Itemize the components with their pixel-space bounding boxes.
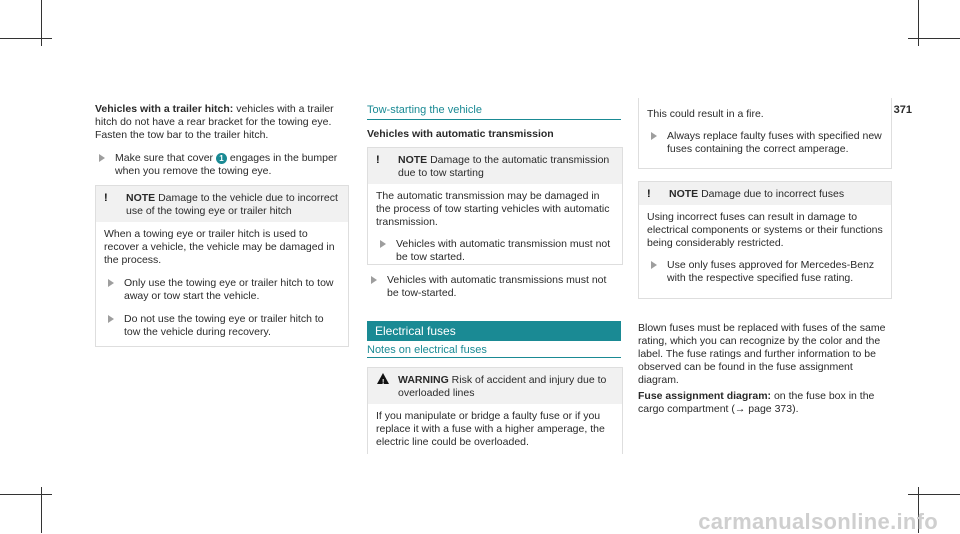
callout-badge: 1 [216, 153, 227, 164]
arrow-icon [108, 315, 114, 323]
blown-fuses-paragraph: Blown fuses must be replaced with fuses of the same rating, which you can recognize by the color and the label. The fuse ratings and further information to be observed can be found in the fuse assignment diagram. [638, 322, 886, 386]
page-number: 371 [893, 104, 912, 116]
fuse-assignment-label: Fuse assignment diagram: [638, 390, 772, 402]
note-box-transmission [367, 147, 623, 265]
note-label: NOTE [126, 192, 156, 204]
note-title: Damage to the vehicle due to incorrect use of the towing eye or trailer hitch [126, 192, 338, 217]
page-reference-link[interactable]: → page 373). [734, 403, 799, 415]
fuse-assignment-paragraph: Fuse assignment diagram: on the fuse box in the cargo compartment (→ page 373). [638, 390, 875, 415]
subheading-automatic: Vehicles with automatic transmission [367, 128, 554, 140]
warning-box-continued [638, 98, 892, 169]
exclamation-icon: ! [104, 192, 108, 204]
note-bullet: Vehicles with automatic transmission must not be tow started. [376, 238, 614, 264]
column-3-text [638, 322, 890, 416]
note-title: Damage to the automatic transmission due to tow starting [398, 154, 610, 179]
arrow-icon [651, 261, 657, 269]
exclamation-icon: ! [647, 188, 651, 200]
note-body: When a towing eye or trailer hitch is used to recover a vehicle, the vehicle may be damaged in the process. Only use the towing eye or trailer hitch to tow away or tow start the vehicle. Do not use the towing eye or trailer hitch to tow the vehicle during recovery. [96, 222, 348, 347]
crop-mark [908, 38, 960, 39]
arrow-icon [380, 240, 386, 248]
note-body: The automatic transmission may be damaged in the process of tow starting vehicles with automatic transmission. Vehicles with automatic transmission must not be tow started. [368, 184, 622, 272]
note-label: NOTE [398, 154, 428, 166]
note-label: NOTE [669, 188, 699, 200]
warning-body: This could result in a fire. Always replace faulty fuses with specified new fuses containing the correct amperage. [647, 108, 882, 155]
note-box-fuses [638, 181, 892, 299]
warning-box [367, 367, 623, 454]
warning-bullet: Always replace faulty fuses with specified new fuses containing the correct amperage. [647, 130, 883, 156]
note-header [368, 148, 622, 184]
step-no-tow-start: Vehicles with automatic transmissions must not be tow-started. [367, 274, 621, 300]
crop-mark [0, 494, 52, 495]
banner-electrical-fuses: Electrical fuses [367, 321, 621, 341]
column-1 [95, 103, 345, 178]
note-bullet: Use only fuses approved for Mercedes-Benz with the respective specified fuse rating. [647, 259, 883, 285]
step-cover: Make sure that cover 1 engages in the bumper when you remove the towing eye. [95, 152, 345, 178]
trailer-hitch-paragraph [95, 103, 345, 142]
note-header [639, 182, 891, 205]
crop-mark [908, 494, 960, 495]
exclamation-icon: ! [376, 154, 380, 166]
note-body: Using incorrect fuses can result in damage to electrical components or systems or their functions being considerably restricted. Use only fuses approved for Mercedes-Benz with the respective specified fuse rating. [647, 211, 883, 284]
note-box-towing [95, 185, 349, 347]
note-title: Damage due to incorrect fuses [701, 188, 845, 200]
note-bullet: Only use the towing eye or trailer hitch to tow away or tow start the vehicle. [104, 277, 340, 303]
subsection-rule [367, 357, 621, 358]
arrow-icon [651, 132, 657, 140]
arrow-icon [99, 154, 105, 162]
warning-header: ! WARNING Risk of accident and injury due to overloaded lines [368, 368, 622, 404]
section-title-tow-starting: Tow-starting the vehicle [367, 104, 482, 116]
warning-title: Risk of accident and injury due to overloaded lines [398, 374, 607, 399]
note-bullet: Do not use the towing eye or trailer hitch to tow the vehicle during recovery. [104, 313, 340, 339]
trailer-hitch-text: vehicles with a trailer hitch do not have a rear bracket for the towing eye. Fasten the tow bar to the trailer hitch. [95, 103, 334, 141]
watermark: carmanualsonline.info [698, 509, 938, 534]
warning-body: If you manipulate or bridge a faulty fuse or if you replace it with a fuse with a higher amperage, the electric line could be overloaded. [376, 410, 605, 448]
warning-label: WARNING [398, 374, 449, 386]
note-header [96, 186, 348, 222]
crop-mark [41, 0, 42, 46]
arrow-icon [108, 279, 114, 287]
section-rule [367, 119, 621, 120]
subsection-title-notes: Notes on electrical fuses [367, 344, 487, 356]
crop-mark [0, 38, 52, 39]
arrow-icon [371, 276, 377, 284]
crop-mark [918, 0, 919, 46]
trailer-hitch-heading: Vehicles with a trailer hitch: [95, 103, 234, 115]
